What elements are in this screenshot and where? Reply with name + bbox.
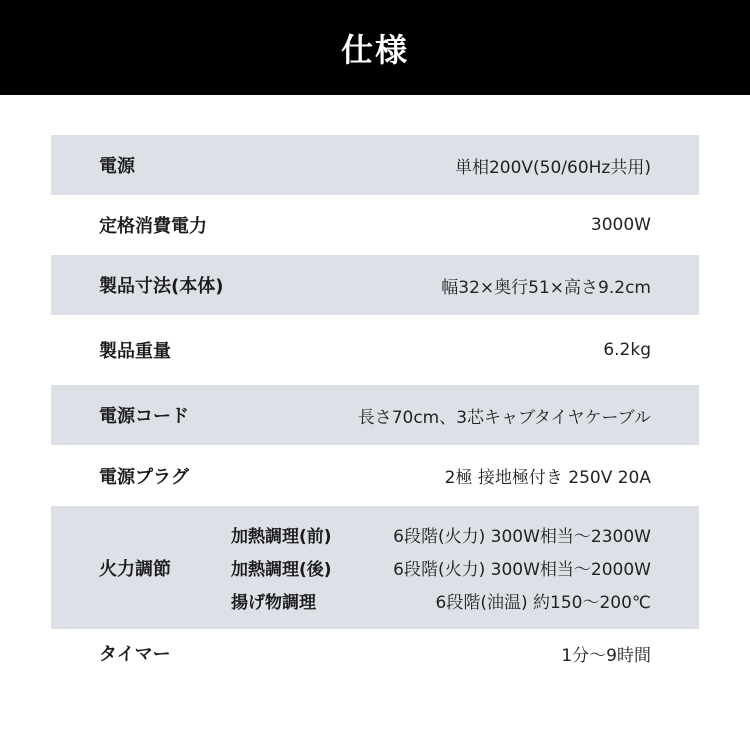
spec-value: 幅32×奥行51×高さ9.2cm — [441, 277, 651, 298]
spec-row-dimensions — [51, 255, 699, 315]
heat-control-item — [231, 518, 651, 551]
spec-value: 3000W — [590, 215, 651, 235]
spec-row-weight — [51, 315, 699, 385]
page-header — [0, 0, 750, 95]
heat-control-value: 6段階(火力) 300W相当〜2000W — [393, 560, 651, 580]
spec-row-timer — [51, 629, 699, 677]
spec-label: 電源 — [99, 156, 135, 177]
spec-row-power-supply — [51, 135, 699, 195]
heat-control-item — [231, 584, 651, 617]
spec-label: 製品寸法(本体) — [99, 276, 224, 297]
heat-control-label: 加熱調理(後) — [231, 560, 332, 580]
spec-table — [51, 135, 699, 677]
spec-value: 長さ70cm、3芯キャブタイヤケーブル — [357, 407, 651, 428]
heat-control-list — [231, 518, 651, 617]
spec-label: タイマー — [99, 644, 171, 665]
page-title: 仕様 — [340, 30, 409, 69]
spec-row-power-plug — [51, 445, 699, 506]
spec-row-heat-control — [51, 506, 699, 629]
spec-row-power-cord — [51, 385, 699, 445]
heat-control-label: 揚げ物調理 — [231, 593, 316, 613]
spec-label: 定格消費電力 — [99, 216, 207, 237]
spec-label: 製品重量 — [99, 341, 171, 362]
spec-value: 1分〜9時間 — [561, 645, 651, 666]
heat-control-value: 6段階(火力) 300W相当〜2300W — [393, 527, 651, 547]
spec-value: 6.2kg — [603, 340, 651, 360]
heat-control-label: 加熱調理(前) — [231, 527, 332, 547]
heat-control-value: 6段階(油温) 約150〜200℃ — [435, 593, 651, 613]
spec-label: 電源プラグ — [99, 466, 189, 488]
heat-control-item — [231, 551, 651, 584]
spec-value: 単相200V(50/60Hz共用) — [454, 157, 651, 178]
spec-label: 火力調節 — [99, 558, 171, 580]
spec-value: 2極 接地極付き 250V 20A — [444, 468, 651, 488]
spec-label: 電源コード — [99, 406, 189, 427]
spec-row-rated-power — [51, 195, 699, 255]
